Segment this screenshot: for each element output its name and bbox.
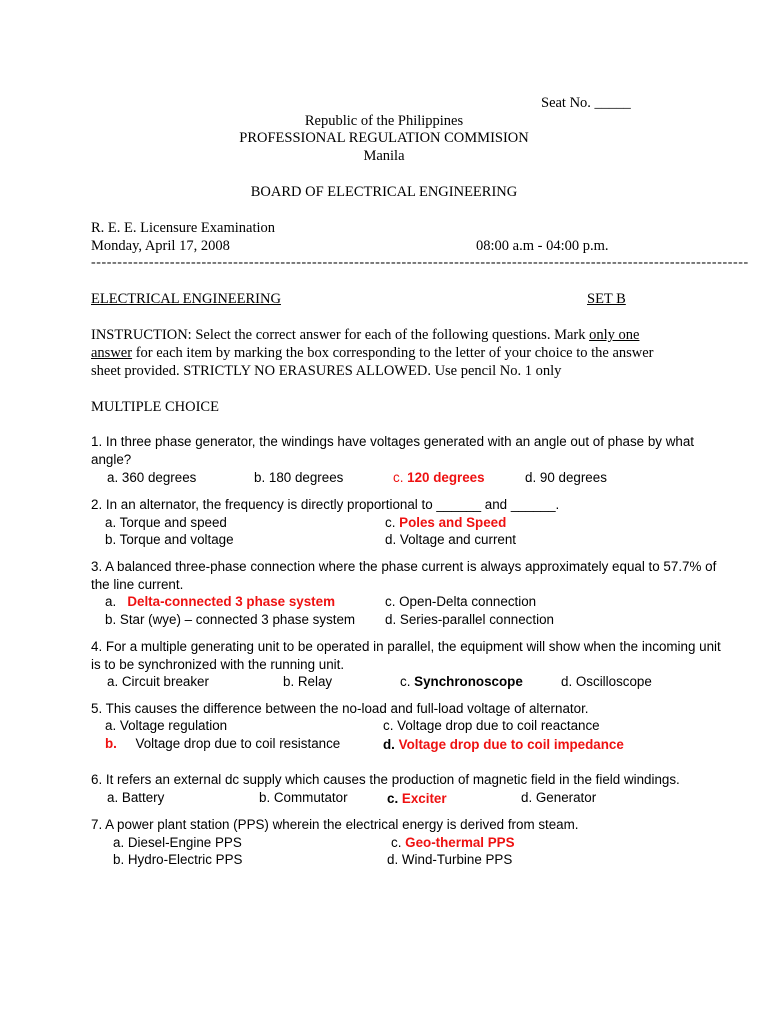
q2-option-d: d. Voltage and current [385, 532, 517, 547]
q6-option-a: a. Battery [107, 790, 165, 805]
question-4-text: 4. For a multiple generating unit to be operated in parallel, the equipment will show when the incoming unit [91, 639, 721, 654]
q6-option-b: b. Commutator [259, 790, 348, 805]
q6-c-letter: c. [387, 791, 399, 806]
q5-option-d-correct [383, 736, 624, 754]
question-6-text: 6. It refers an external dc supply which causes the production of magnetic field in the field windings. [91, 772, 680, 787]
instruction-rest: for each item by marking the box corresponding to the letter of your choice to the answer sheet provided. STRICTLY NO ERASURES ALLOWED. Use pencil No. 1 only [91, 345, 654, 379]
q2-c-answer: Poles and Speed [399, 515, 507, 530]
question-1-text: 1. In three phase generator, the windings have voltages generated with an angle out of phase by what [91, 434, 694, 449]
q7-c-letter: c. [391, 835, 402, 850]
q4-option-b: b. Relay [283, 674, 333, 689]
exam-time: 08:00 a.m - 04:00 p.m. [476, 238, 609, 254]
instruction-paragraph [91, 326, 683, 380]
multiple-choice-heading: MULTIPLE CHOICE [91, 399, 219, 415]
country-line: Republic of the Philippines [304, 113, 464, 129]
q3-a-letter: a. [105, 594, 117, 609]
q7-option-a: a. Diesel-Engine PPS [113, 835, 242, 850]
q1-option-a: a. 360 degrees [107, 470, 197, 485]
q1-c-letter: c. [393, 470, 404, 485]
q4-option-a: a. Circuit breaker [107, 674, 209, 689]
q7-option-c-correct [391, 834, 515, 852]
exam-title: R. E. E. Licensure Examination [91, 220, 276, 236]
q2-option-c-correct [385, 514, 506, 532]
city-line: Manila [363, 148, 405, 164]
q5-option-a: a. Voltage regulation [105, 718, 228, 733]
q5-d-letter: d. [383, 737, 395, 752]
q2-option-a: a. Torque and speed [105, 515, 227, 530]
q5-d-answer: Voltage drop due to coil impedance [398, 737, 624, 752]
q2-option-b: b. Torque and voltage [105, 532, 234, 547]
q5-option-b-marked [105, 735, 340, 753]
set-label: SET B [587, 291, 626, 307]
q3-option-b: b. Star (wye) – connected 3 phase system [105, 612, 356, 627]
instruction-lead: INSTRUCTION: Select the correct answer for each of the following questions. Mark [91, 327, 590, 343]
question-4-text-cont: is to be synchronized with the running unit. [91, 657, 345, 672]
q3-a-answer: Delta-connected 3 phase system [127, 594, 335, 609]
question-7-text: 7. A power plant station (PPS) wherein the electrical energy is derived from steam. [91, 817, 579, 832]
q1-option-d: d. 90 degrees [525, 470, 607, 485]
subject-title: ELECTRICAL ENGINEERING [91, 291, 281, 307]
exam-date: Monday, April 17, 2008 [91, 238, 230, 254]
q5-option-c: c. Voltage drop due to coil reactance [383, 718, 600, 733]
question-5-text: 5. This causes the difference between the no-load and full-load voltage of alternator. [91, 701, 589, 716]
q6-option-d: d. Generator [521, 790, 597, 805]
q7-option-d: d. Wind-Turbine PPS [387, 852, 513, 867]
board-title: BOARD OF ELECTRICAL ENGINEERING [250, 184, 518, 200]
q4-c-answer: Synchronoscope [414, 674, 523, 689]
q3-option-d: d. Series-parallel connection [385, 612, 554, 627]
q7-option-b: b. Hydro-Electric PPS [113, 852, 243, 867]
q4-c-letter: c. [400, 674, 411, 689]
q2-c-letter: c. [385, 515, 396, 530]
question-3-text-cont: the line current. [91, 577, 184, 592]
q5-b-answer: Voltage drop due to coil resistance [135, 736, 341, 751]
q1-option-c-correct [393, 469, 485, 487]
q3-option-c: c. Open-Delta connection [385, 594, 537, 609]
q1-c-answer: 120 degrees [407, 470, 485, 485]
question-2-text: 2. In an alternator, the frequency is directly proportional to ______ and ______. [91, 497, 560, 512]
q4-option-d: d. Oscilloscope [561, 674, 652, 689]
question-3-text: 3. A balanced three-phase connection where the phase current is always approximately equal to 57.7% of [91, 559, 717, 574]
q5-b-letter: b. [105, 736, 117, 751]
q6-c-answer: Exciter [401, 791, 447, 806]
q6-option-c-correct [387, 790, 447, 808]
q4-option-c-correct [400, 673, 523, 691]
q7-c-answer: Geo-thermal PPS [405, 835, 515, 850]
instruction-emphasis: only one answer [91, 327, 640, 361]
question-1-text-cont: angle? [91, 452, 132, 467]
q1-option-b: b. 180 degrees [254, 470, 344, 485]
q3-option-a-correct [105, 593, 335, 611]
seat-number: Seat No. _____ [541, 95, 631, 111]
dashed-divider: ----------------------------------------------------------------------------------------------------------------------------- [91, 255, 749, 270]
commission-line: PROFESSIONAL REGULATION COMMISION [239, 130, 529, 146]
